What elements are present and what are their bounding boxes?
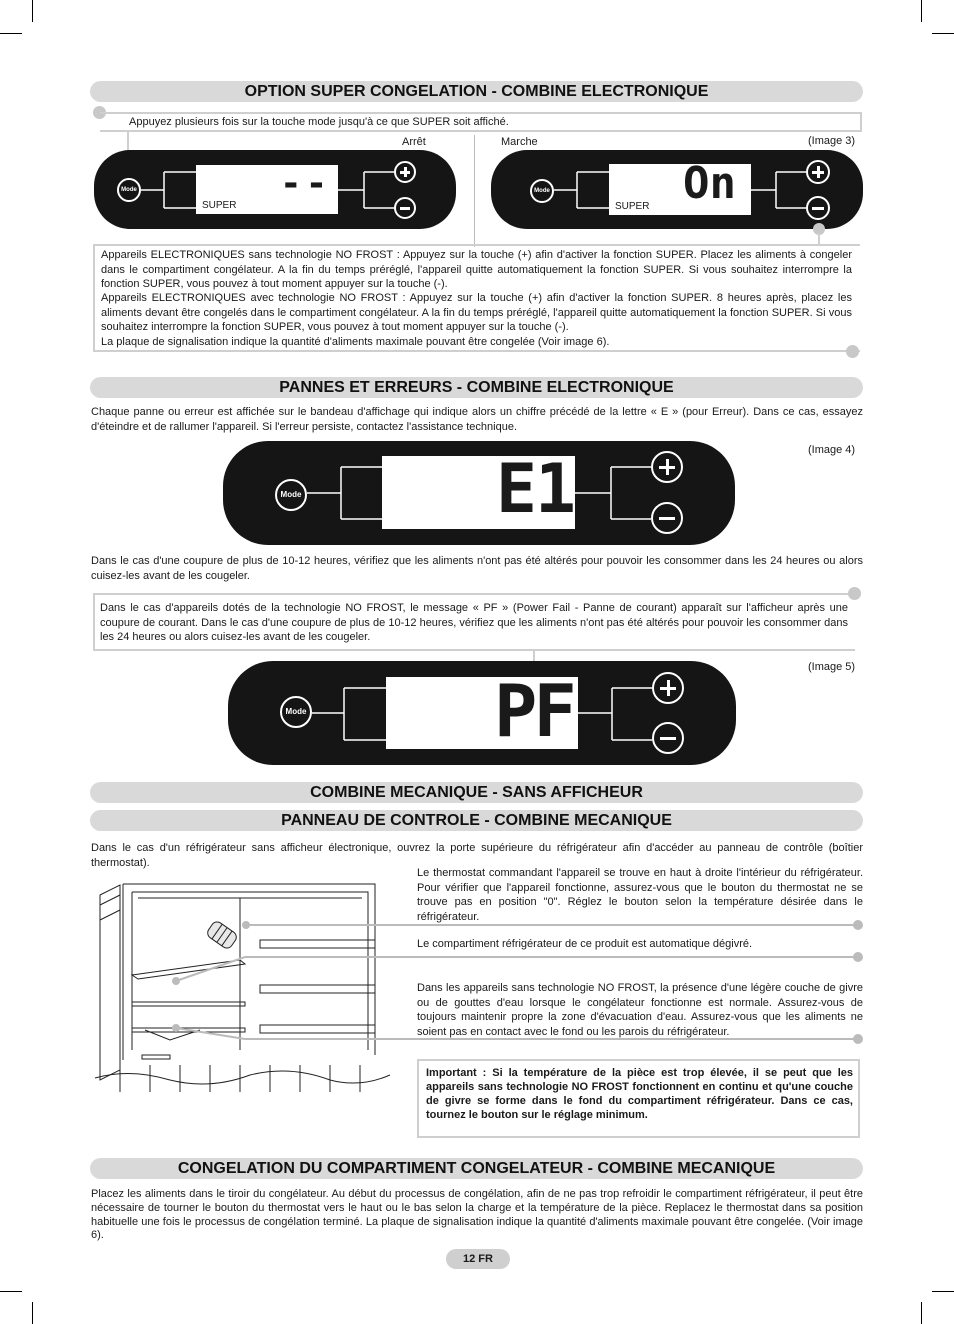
display-value-on: On (683, 158, 736, 209)
super-paragraph-3: La plaque de signalisation indique la quantité d'aliments maximale pouvant être congelée (Voir image 6). (101, 336, 610, 348)
section-title-mechanical: COMBINE MECANIQUE - SANS AFFICHEUR (90, 782, 863, 803)
image5-label: (Image 5) (808, 661, 856, 673)
frost-text: Dans les appareils sans technologie NO FROST, la présence d'une légère couche de givre ou de gouttes d'eau lorsque le congélateur fonctionne est normale. Assurez-vous de toujours maintenir propre la zone d'évacuation d'eau. Assurez-vous que les aliments ne soient pas en contact avec le fond ou les parois du réfrigérateur. (417, 982, 863, 1038)
important-text: Important : Si la température de la pièce est trop élevée, il se peut que les appareils sans technologie NO FROST fonctionnent en continu et qu'une couche de givre se forme dans le fond du compartiment réfrigérateur. Dans ce cas, tournez le bouton sur le réglage minimum. (426, 1067, 853, 1121)
instruction-text: Appuyez plusieurs fois sur la touche mode jusqu'à ce que SUPER soit affiché. (129, 116, 509, 128)
label-on: Marche (501, 136, 538, 148)
outage-text: Dans le cas d'une coupure de plus de 10-12 heures, vérifiez que les aliments n'ont pas été altérés pour pouvoir les consommer dans les 24 heures ou alors cuisez-les avant de les cougeler. (91, 555, 863, 582)
image3-label: (Image 3) (808, 135, 856, 147)
thermostat-text: Le thermostat commandant l'appareil se trouve en haut à droite l'intérieur du réfrigérateur. Pour vérifier que l'appareil fonctionne, assurez-vous que le bouton du thermostat ne se trouve pas en position "0". Réglez le bouton selon la température désirée dans le réfrigérateur. (417, 867, 863, 923)
defrost-text: Le compartiment réfrigérateur de ce produit est automatique dégivré. (417, 938, 753, 950)
mode-button[interactable]: Mode (530, 179, 554, 203)
lcd-super-label: SUPER (615, 201, 650, 212)
freezing-text: Placez les aliments dans le tiroir du congélateur. Au début du processus de congélation, afin de ne pas trop refroidir le compartiment réfrigérateur, il peut être nécessaire de tourner le bouton du thermostat vers le haut ou le bas selon la charge et la température de la pièce. Replacez le thermostat dans sa position habituelle une fois le processus de congélation terminé. La plaque de signalisation indique la quantité d'aliments maximale pouvant être congelée. (Voir image 6). (91, 1188, 863, 1242)
display-value-pf: PF (494, 669, 573, 753)
section-title-super: OPTION SUPER CONGELATION - COMBINE ELECTRONIQUE (90, 81, 863, 102)
mode-button[interactable]: Mode (117, 178, 141, 202)
label-off: Arrêt (402, 136, 426, 148)
super-paragraph-2: Appareils ELECTRONIQUES avec technologie NO FROST : Appuyez sur la touche (+) afin d'activer la fonction SUPER. 8 heures après, placez les aliments devant être congelés dans le compartiment congélateur. A la fin du temps préréglé, l'appareil quitte automatiquement la fonction SUPER. Si vous souhaitez interrompre la fonction SUPER, vous pouvez à tout moment appuyer sur la touche (-). (101, 292, 852, 333)
nofrost-text: Dans le cas d'appareils dotés de la technologie NO FROST, le message « PF » (Power Fail - Panne de courant) apparaît sur l'afficheur après une coupure de courant. Dans le cas d'une coupure de plus de 10-12 heures, vérifiez que les aliments n'ont pas été altérés pour pouvoir les consommer dans les 24 heures ou alors cuisez-les avant de les cougeler. (100, 602, 848, 643)
section-title-errors: PANNES ET ERREURS - COMBINE ELECTRONIQUE (90, 377, 863, 398)
section-title-control-panel: PANNEAU DE CONTROLE - COMBINE MECANIQUE (90, 810, 863, 831)
page-number: 12 FR (446, 1249, 510, 1269)
mode-button[interactable]: Mode (275, 479, 307, 511)
lcd-super-label: SUPER (202, 200, 237, 211)
display-value-e1: E1 (496, 450, 574, 529)
mechanical-intro: Dans le cas d'un réfrigérateur sans afficheur électronique, ouvrez la porte supérieure du réfrigérateur afin d'accéder au panneau de contrôle (boîtier thermostat). (91, 842, 863, 869)
display-value-off: -- (280, 163, 332, 204)
image4-label: (Image 4) (808, 444, 856, 456)
mode-button[interactable]: Mode (280, 696, 312, 728)
section-title-freezing: CONGELATION DU COMPARTIMENT CONGELATEUR - COMBINE MECANIQUE (90, 1158, 863, 1179)
errors-intro: Chaque panne ou erreur est affichée sur le bandeau d'affichage qui indique alors un chiffre précédé de la lettre « E » (pour Erreur). Dans ce cas, essayez d'éteindre et de rallumer l'appareil. Si l'erreur persiste, contactez l'assistance technique. (91, 406, 863, 433)
super-paragraph-1: Appareils ELECTRONIQUES sans technologie NO FROST : Appuyez sur la touche (+) afin d'activer la fonction SUPER. Placez les aliments à congeler dans le compartiment congélateur. A la fin du temps préréglé, l'appareil quitte automatiquement la fonction SUPER. Si vous souhaitez interrompre la fonction SUPER, vous pouvez à tout moment appuyer sur la touche (-). (101, 249, 852, 290)
